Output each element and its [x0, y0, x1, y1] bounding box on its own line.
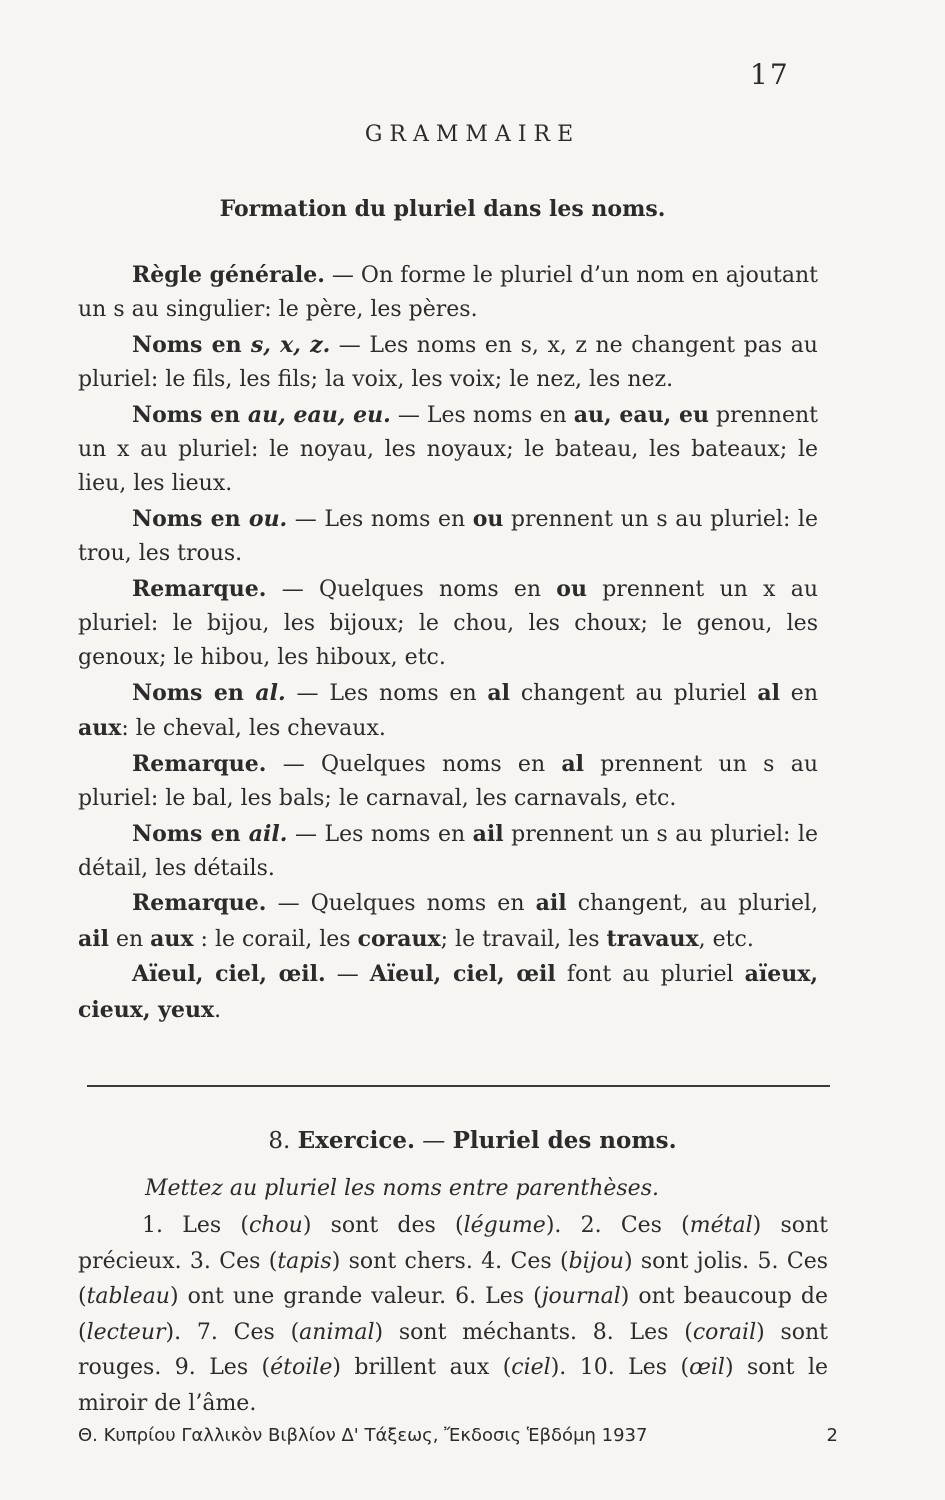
remark-al: Remarque. — Quelques noms en al prennent un s au pluriel: le bal, les bals; le carnaval, les carnavals, etc.	[78, 750, 818, 812]
rule-ou: Noms en ou. — Les noms en ou prennent un s au pluriel: le trou, les trous.	[78, 505, 818, 567]
rule-aieul-ciel-oeil: Aïeul, ciel, œil. — Aïeul, ciel, œil font au pluriel aïeux, cieux, yeux.	[78, 961, 818, 1023]
rule-general: Règle générale. — On forme le pluriel d’un nom en ajoutant un s au singulier: le père, les pères.	[78, 262, 819, 323]
footer-text: Θ. Κυπρίου Γαλλικὸν Βιβλίον Δ' Τάξεως, Ἔκδοσις Ἑβδόμη 1937	[78, 1425, 648, 1446]
exercise-sentences: 1. Les (chou) sont des (légume). 2. Ces (métal) sont précieux. 3. Ces (tapis) sont chers. 4. Ces (bijou) sont jolis. 5. Ces (tableau) ont une grande valeur. 6. Les (journal) ont beaucoup de (lecteur). 7. Ces (animal) sont méchants. 8. Les (corail) sont rouges. 9. Les (étoile) brillent aux (ciel). 10. Les (œil) sont le miroir de l’âme.	[78, 1213, 829, 1416]
exercise-body	[78, 1208, 828, 1421]
exercise-title: 8. Exercice. — Pluriel des noms.	[268, 1127, 677, 1154]
remark-ou: Remarque. — Quelques noms en ou prennent un x au pluriel: le bijou, les bijoux; le chou, les choux; le genou, les genoux; le hibou, les hiboux, etc.	[78, 575, 818, 671]
grammar-section	[78, 258, 818, 1028]
exercise-instruction: Mettez au pluriel les noms entre parenthèses.	[145, 1176, 659, 1201]
rule-ail: Noms en ail. — Les noms en ail prennent un s au pluriel: le détail, les détails.	[78, 820, 818, 881]
page-number: 17	[750, 58, 790, 91]
footer	[78, 1425, 838, 1446]
rule-al: Noms en al. — Les noms en al changent au pluriel al en aux: le cheval, les chevaux.	[78, 679, 818, 742]
divider	[87, 1085, 830, 1087]
subtitle: Formation du pluriel dans les noms.	[219, 196, 666, 222]
section-title: GRAMMAIRE	[364, 122, 581, 147]
rule-au-eau-eu: Noms en au, eau, eu. — Les noms en au, eau, eu prennent un x au pluriel: le noyau, les noyaux; le bateau, les bateaux; le lieu, les lieux.	[78, 401, 819, 497]
remark-ail: Remarque. — Quelques noms en ail changent, au pluriel, ail en aux : le corail, les coraux; le travail, les travaux, etc.	[78, 890, 818, 952]
rule-s-x-z: Noms en s, x, z. — Les noms en s, x, z ne changent pas au pluriel: le fils, les fils; la voix, les voix; le nez, les nez.	[78, 331, 818, 393]
footer-signature: 2	[826, 1425, 838, 1446]
